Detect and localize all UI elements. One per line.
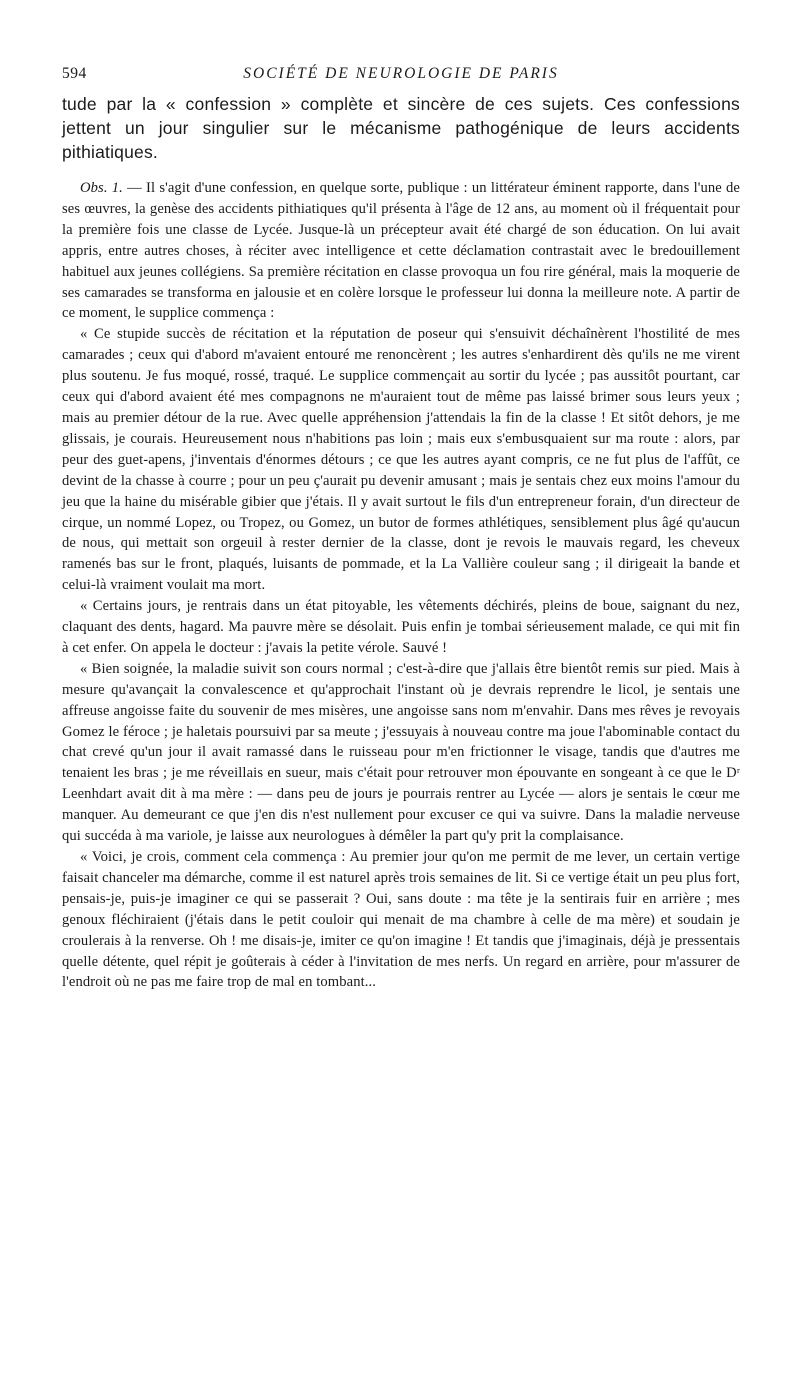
- page: [62, 62, 740, 993]
- quote-paragraph-2: « Certains jours, je rentrais dans un état pitoyable, les vêtements déchirés, pleins de boue, saignant du nez, claquant des dents, hagard. Ma pauvre mère se désolait. Puis enfin je tombai sérieusement malade, ce qui mit fin à cet enfer. On appela le docteur : j'avais la petite vérole. Sauvé !: [62, 598, 740, 656]
- running-head: [62, 62, 740, 86]
- quote-paragraph-4: « Voici, je crois, comment cela commença : Au premier jour qu'on me permit de me lever, un certain vertige faisait chanceler ma démarche, comme il est naturel après trois semaines de lit. Si ce vertige était un peu plus fort, pensais-je, puis-je imaginer ce qui se passerait ? Oui, sans doute : ma tête je la sentirais fuir en arrière ; mes genoux fléchiraient (j'étais dans le petit couloir qui menait de ma chambre à celle de ma mère) et soudain je croulerais à la renverse. Oh ! me disais-je, imiter ce qu'on imagine ! Et tandis que j'imaginais, déjà je pressentais quelle détente, quel répit je goûterais à céder à l'invitation de mes nerfs. Un regard en arrière, pour m'assurer de l'endroit où ne pas me faire trop de mal en tombant...: [62, 849, 740, 991]
- observation-paragraph: [62, 178, 740, 324]
- observation-text: — Il s'agit d'une confession, en quelque sorte, publique : un littérateur éminent rapporte, dans l'une de ses œuvres, la genèse des accidents pithiatiques qu'il présenta à l'âge de 12 ans, au moment où il fréquentait pour la première fois une classe de Lycée. Jusque-là un précepteur avait été chargé de son éducation. On lui avait appris, entre autres choses, à réciter avec intelligence et cette déclamation contrastait avec le bredouillement habituel aux jeunes collégiens. Sa première récitation en classe provoqua un fou rire général, mais la moquerie de ses camarades se transforma en jalousie et en colère lorsque le professeur lui donna la meilleure note. A partir de ce moment, le supplice commença :: [62, 180, 740, 322]
- page-number: 594: [62, 65, 87, 82]
- quote-paragraph-1: « Ce stupide succès de récitation et la réputation de poseur qui s'ensuivit déchaînèrent l'hostilité de mes camarades ; ceux qui d'abord m'avaient entouré me renoncèrent ; les autres s'enhardirent dès qu'ils ne me virent plus soutenu. Je fus moqué, rossé, traqué. Le supplice commençait au sortir du lycée ; pas aussitôt pourtant, car ceux qui d'abord avaient été mes compagnons ne m'auraient tout de même pas laissé brimer sous leurs yeux ; mais au premier détour de la rue. Avec quelle appréhension j'attendais la fin de la classe ! Et sitôt dehors, je me glissais, je courais. Heureusement nous n'habitions pas loin ; mais eux s'embusquaient sur ma route : alors, par peur des guet-apens, j'inventais d'énormes détours ; ce que les autres ayant compris, ce ne fut plus de l'affût, ce devint de la chasse à courre ; pour un peu ç'aurait pu devenir amusant ; mais je sentais chez eux moins l'amour du jeu que la haine du misérable gibier que j'étais. Il y avait surtout le fils d'un entrepreneur forain, d'un directeur de cirque, un nommé Lopez, ou Tropez, ou Gomez, un butor de formes athlétiques, sensiblement plus âgé qu'aucun de nous, qui mettait son orgeuil à rester dernier de la classe, dont je revois le mauvais regard, les cheveux ramenés bas sur le front, plaqués, luisants de pommade, et la La Vallière couleur sang ; il dirigeait la bande et celui-là vraiment voulait ma mort.: [62, 326, 740, 594]
- observation-label: Obs. 1.: [80, 180, 123, 196]
- journal-title: SOCIÉTÉ DE NEUROLOGIE DE PARIS: [243, 65, 559, 82]
- intro-paragraph: tude par la « confession » complète et sincère de ces sujets. Ces confessions jettent un jour singulier sur le mécanisme pathogénique de leurs accidents pithiatiques.: [62, 94, 740, 162]
- quote-paragraph-3: « Bien soignée, la maladie suivit son cours normal ; c'est-à-dire que j'allais être bientôt remis sur pied. Mais à mesure qu'avançait la convalescence et qu'approchait l'instant où je devrais reprendre le licol, je sentais une affreuse angoisse faite du souvenir de mes misères, une angoisse sans nom m'envahir. Dans mes rêves je revoyais Gomez le féroce ; je haletais poursuivi par sa meute ; j'essuyais à nouveau contre ma joue l'abominable contact du chat crevé qu'un jour il avait ramassé dans le ruisseau pour m'en frictionner le visage, tandis que d'autres me tenaient les bras ; je me réveillais en sueur, mais c'était pour retrouver mon épouvante en songeant à ce que le Dʳ Leenhdart avait dit à ma mère : — dans peu de jours je pourrais rentrer au Lycée — alors je sentais le cœur me manquer. Au demeurant ce que j'en dis n'est nullement pour excuser ce qui va suivre. Dans la maladie nerveuse qui succéda à ma variole, je laisse aux neurologues à démêler la part qu'y prit la complaisance.: [62, 660, 740, 845]
